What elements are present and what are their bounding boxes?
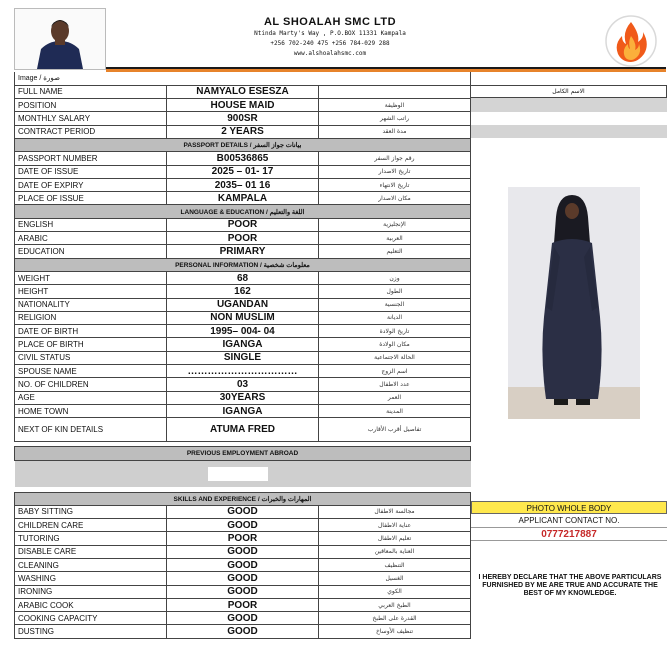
field-value: HOUSE MAID (167, 99, 319, 112)
field-label: DATE OF BIRTH (15, 325, 167, 338)
company-name: AL SHOALAH SMC LTD (263, 16, 397, 28)
field-label: SPOUSE NAME (15, 365, 167, 378)
table-row (15, 325, 471, 338)
section-title: PASSPORT DETAILS / بيانات جواز السفر (15, 138, 471, 151)
field-label-arabic: العربية (319, 232, 471, 245)
section-header (15, 138, 471, 151)
field-label-arabic: تاريخ الولادة (319, 325, 471, 338)
field-label: PLACE OF BIRTH (15, 338, 167, 351)
company-website: www.alshoalahsmc.com (293, 50, 367, 57)
field-value: GOOD (167, 585, 319, 598)
field-label-arabic: الإنجليزية (319, 218, 471, 231)
field-label-arabic: عناية الاطفال (319, 519, 471, 532)
section-header (15, 447, 471, 460)
field-label: ARABIC COOK (15, 598, 167, 611)
field-value: POOR (167, 598, 319, 611)
applicant-details-table (14, 72, 471, 639)
field-label-arabic: العناية بالمعاقين (319, 545, 471, 558)
right-bar (471, 125, 667, 138)
table-row (15, 285, 471, 298)
section-header (15, 258, 471, 271)
field-label: WEIGHT (15, 271, 167, 284)
field-label: ENGLISH (15, 218, 167, 231)
field-value: IGANGA (167, 338, 319, 351)
field-value: GOOD (167, 519, 319, 532)
field-label-arabic: تاريخ الاصدار (319, 165, 471, 178)
field-value: 900SR (167, 112, 319, 125)
field-value: GOOD (167, 505, 319, 518)
field-label: PLACE OF ISSUE (15, 192, 167, 205)
company-address: Ntinda Marty's Way , P.O.BOX 11331 Kampala (254, 30, 406, 37)
section-header (15, 205, 471, 218)
company-logo-flame-icon (604, 14, 658, 68)
field-label-arabic: مدة العقد (319, 125, 471, 138)
table-row (15, 232, 471, 245)
field-label: PASSPORT NUMBER (15, 152, 167, 165)
field-label: HOME TOWN (15, 404, 167, 417)
field-label: WASHING (15, 572, 167, 585)
field-label: IRONING (15, 585, 167, 598)
applicant-contact-panel (471, 501, 667, 541)
field-value: B00536865 (167, 152, 319, 165)
table-row (15, 298, 471, 311)
image-label-row (15, 72, 471, 85)
previous-employment-value (208, 467, 268, 481)
contact-number: 0777217887 (471, 528, 667, 541)
table-row (15, 505, 471, 518)
right-column (471, 85, 667, 138)
table-row (15, 178, 471, 191)
field-value: 2 YEARS (167, 125, 319, 138)
field-label: BABY SITTING (15, 505, 167, 518)
full-body-photo (508, 187, 640, 419)
field-value: PRIMARY (167, 245, 319, 258)
table-row (15, 519, 471, 532)
field-label: NEXT OF KIN DETAILS (15, 418, 167, 442)
table-row (15, 192, 471, 205)
photo-whole-body-label: PHOTO WHOLE BODY (471, 501, 667, 514)
field-label-arabic: اسم الزوج (319, 365, 471, 378)
field-value: 03 (167, 378, 319, 391)
field-label-arabic: تنظيف الأوساخ (319, 625, 471, 638)
field-label: AGE (15, 391, 167, 404)
field-value: POOR (167, 532, 319, 545)
field-label-arabic: الكوي (319, 585, 471, 598)
field-value: 30YEARS (167, 391, 319, 404)
declaration-text: I HEREBY DECLARE THAT THE ABOVE PARTICULARS FURNISHED BY ME ARE TRUE AND ACCURATE THE BEST OF MY KNOWLEDGE. (478, 574, 662, 597)
section-header (15, 492, 471, 505)
field-label-arabic: الحالة الاجتماعية (319, 351, 471, 364)
table-row (15, 351, 471, 364)
field-label: CONTRACT PERIOD (15, 125, 167, 138)
table-row (15, 245, 471, 258)
field-label-arabic (319, 85, 471, 98)
field-value: GOOD (167, 625, 319, 638)
right-bar (471, 98, 667, 111)
field-label-arabic: الجنسية (319, 298, 471, 311)
field-value: 1995– 004- 04 (167, 325, 319, 338)
field-label-arabic: التعليم (319, 245, 471, 258)
field-label: NO. OF CHILDREN (15, 378, 167, 391)
table-row (15, 418, 471, 442)
section-title: PREVIOUS EMPLOYMENT ABROAD (15, 447, 471, 460)
field-label-arabic: تفاصيل أقرب الأقارب (319, 418, 471, 442)
field-value: ATUMA FRED (167, 418, 319, 442)
table-row (15, 271, 471, 284)
table-row (15, 311, 471, 324)
field-label-arabic: عدد الاطفال (319, 378, 471, 391)
table-row (15, 365, 471, 378)
field-value: …………………………… (167, 365, 319, 378)
field-value: NAMYALO ESESZA (167, 85, 319, 98)
field-label-arabic: الديانة (319, 311, 471, 324)
section-title: PERSONAL INFORMATION / معلومات شخصية (15, 258, 471, 271)
field-label: CIVIL STATUS (15, 351, 167, 364)
table-row (15, 532, 471, 545)
field-label: POSITION (15, 99, 167, 112)
table-row (15, 99, 471, 112)
field-label-arabic: التنظيف (319, 559, 471, 572)
full-name-arabic-label: الاسم الكامل (471, 85, 667, 98)
field-label: RELIGION (15, 311, 167, 324)
field-label-arabic: تعليم الاطفال (319, 532, 471, 545)
field-value: 2025 – 01- 17 (167, 165, 319, 178)
field-label: CLEANING (15, 559, 167, 572)
field-value: POOR (167, 218, 319, 231)
table-row (15, 572, 471, 585)
image-label: Image / صورة (15, 72, 471, 85)
field-label: NATIONALITY (15, 298, 167, 311)
table-row (15, 152, 471, 165)
field-value: GOOD (167, 545, 319, 558)
field-value: GOOD (167, 559, 319, 572)
field-label: DATE OF ISSUE (15, 165, 167, 178)
table-row (15, 598, 471, 611)
field-value: NON MUSLIM (167, 311, 319, 324)
field-label: COOKING CAPACITY (15, 612, 167, 625)
field-label-arabic: راتب الشهر (319, 112, 471, 125)
table-row (15, 625, 471, 638)
field-label-arabic: القدرة على الطبخ (319, 612, 471, 625)
field-label-arabic: الطول (319, 285, 471, 298)
field-value: KAMPALA (167, 192, 319, 205)
table-row (15, 559, 471, 572)
previous-employment-row (15, 460, 471, 487)
field-label: TUTORING (15, 532, 167, 545)
field-label-arabic: مجالسة الاطفال (319, 505, 471, 518)
field-value: SINGLE (167, 351, 319, 364)
field-label: CHILDREN CARE (15, 519, 167, 532)
section-title: SKILLS AND EXPERIENCE / المهارات والخبرات (15, 492, 471, 505)
company-phones: +256 702-240 475 +256 784-029 288 (270, 40, 390, 47)
field-label: MONTHLY SALARY (15, 112, 167, 125)
field-label: DISABLE CARE (15, 545, 167, 558)
table-row (15, 112, 471, 125)
field-label-arabic: وزن (319, 271, 471, 284)
field-value: IGANGA (167, 404, 319, 417)
field-label: FULL NAME (15, 85, 167, 98)
company-header (200, 16, 460, 58)
contact-label: APPLICANT CONTACT NO. (471, 514, 667, 527)
field-label-arabic: رقم جواز السفر (319, 152, 471, 165)
field-value: POOR (167, 232, 319, 245)
table-row (15, 404, 471, 417)
passport-photo (14, 8, 106, 70)
field-label-arabic: الغسيل (319, 572, 471, 585)
field-label-arabic: تاريخ الانتهاء (319, 178, 471, 191)
table-row (15, 545, 471, 558)
table-row (15, 125, 471, 138)
field-label-arabic: الطبخ العربي (319, 598, 471, 611)
field-label-arabic: مكان الولادة (319, 338, 471, 351)
table-row (15, 585, 471, 598)
field-label-arabic: الوظيفة (319, 99, 471, 112)
field-label: DUSTING (15, 625, 167, 638)
field-label: ARABIC (15, 232, 167, 245)
field-value: 162 (167, 285, 319, 298)
table-row (15, 85, 471, 98)
field-label: EDUCATION (15, 245, 167, 258)
table-row (15, 391, 471, 404)
field-label: DATE OF EXPIRY (15, 178, 167, 191)
table-row (15, 378, 471, 391)
field-value: GOOD (167, 572, 319, 585)
section-title: LANGUAGE & EDUCATION / اللغة والتعليم (15, 205, 471, 218)
field-value: UGANDAN (167, 298, 319, 311)
table-row (15, 218, 471, 231)
table-row (15, 165, 471, 178)
field-label-arabic: مكان الاصدار (319, 192, 471, 205)
field-value: 68 (167, 271, 319, 284)
field-value: 2035– 01 16 (167, 178, 319, 191)
field-label: HEIGHT (15, 285, 167, 298)
field-label-arabic: العمر (319, 391, 471, 404)
table-row (15, 338, 471, 351)
table-row (15, 612, 471, 625)
field-label-arabic: المدينة (319, 404, 471, 417)
field-value: GOOD (167, 612, 319, 625)
